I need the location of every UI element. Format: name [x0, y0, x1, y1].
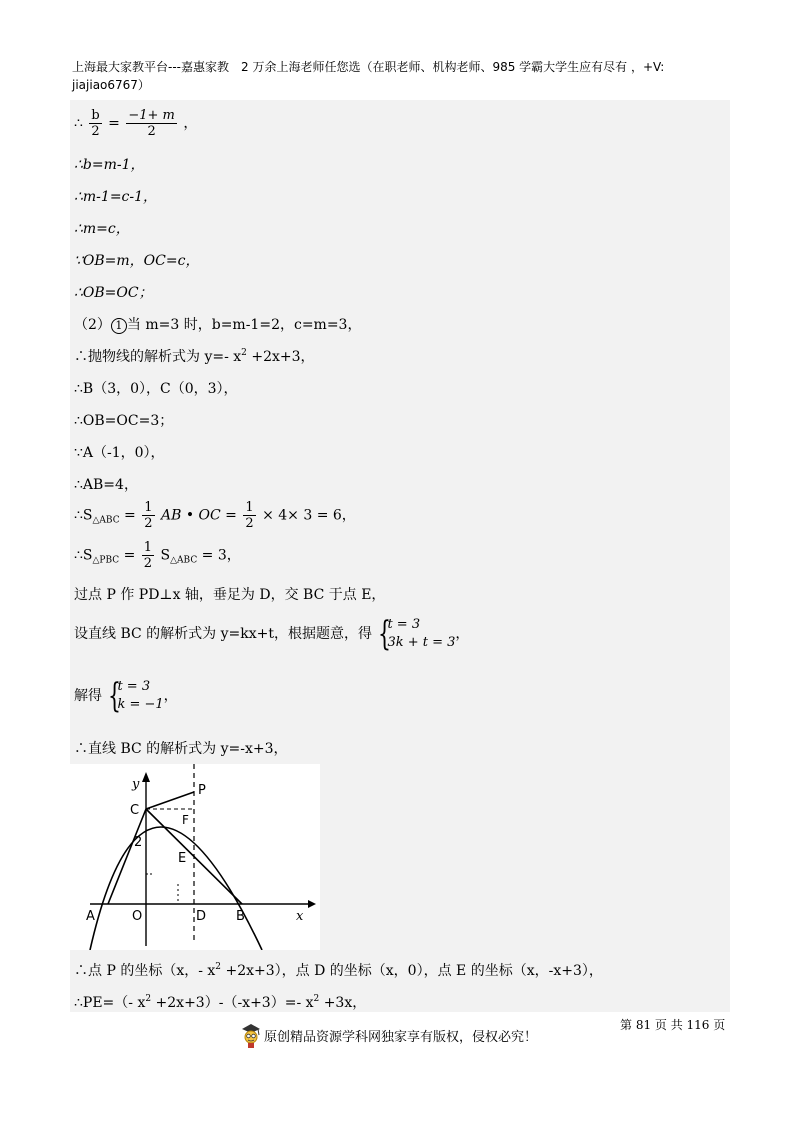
label-f: F [182, 813, 189, 827]
parabola-curve [90, 827, 262, 950]
label-p: P [198, 783, 206, 798]
solution-content [70, 100, 730, 1012]
fraction-b-over-2: $\frac{b}{2}$ [91, 108, 100, 139]
label-c: C [130, 803, 140, 818]
line-16-system: 设直线 BC 的解析式为 y=kx+t，根据题意，得 { t = 3 3k + t = 3 ， [74, 614, 470, 654]
line-20: ∴PE=（- $x^2 +2x+3)-(-x+3)=-$ $x^2 +3x$， [74, 994, 367, 1011]
header-line-1: 上海最大家教平台---嘉惠家教 2 万余上海老师任您选（在职老师、机构老师、985 学霸大学生应有尽有 ，+V: [72, 60, 665, 74]
line-11: ∵A（-1，0）， [74, 445, 165, 461]
page-header [72, 58, 732, 94]
label-e: E [178, 851, 187, 866]
fraction-m-minus-1-over-2: $\frac{-1+ m}{2}$ [128, 108, 175, 139]
line-6: ∴OB=OC； [74, 285, 153, 301]
line-5: ∵OB=m，OC=c， [74, 253, 200, 269]
label-d: D [196, 909, 207, 924]
line-2: ∴b=m-1， [74, 157, 145, 173]
x-axis-arrow [308, 900, 316, 908]
line-3: ∴m-1=c-1， [74, 189, 158, 205]
line-8: ∴抛物线的解析式为 y=- $x^2 +2x+3$， [74, 348, 315, 365]
circled-number: 1 [111, 318, 127, 334]
copyright-note: 原创精品资源学科网独家享有版权，侵权必究！ [240, 1020, 537, 1050]
line-ac [108, 809, 146, 904]
mascot-logo-icon [240, 1021, 262, 1049]
line-cp [146, 792, 194, 809]
line-14-area-pbc: $\therefore S_{\triangle PBC}$ = $\frac{1}{2}$ $S_{\triangle ABC} = 3$， [74, 540, 241, 571]
y-axis-arrow [142, 772, 150, 782]
line-1: ∴ $\frac{b}{2}$ = $\frac{-1+ m}{2}$ ， [74, 108, 198, 139]
therefore-symbol: ∴ [74, 115, 83, 132]
line-13-area-abc: $\therefore S_{\triangle ABC}$ = $\frac{1}{2}$ AB • OC = $\frac{1}{2}$ × 4× 3 = 6， [74, 500, 356, 531]
line-4: ∴m=c， [74, 221, 130, 237]
header-line-2: jiajiao6767） [72, 78, 150, 92]
label-o: O [132, 909, 143, 924]
page-number: 第 81 页 共 116 页 [620, 1018, 726, 1032]
equation-system-1: { t = 3 3k + t = 3 [378, 614, 456, 654]
equation-system-2: { t = 3 k = −1 [108, 676, 164, 716]
equals: = [108, 115, 120, 132]
label-x: x [296, 909, 304, 924]
line-12: ∴AB=4， [74, 477, 138, 493]
label-y: y [132, 777, 140, 792]
line-15: 过点 P 作 PD⊥x 轴，垂足为 D，交 BC 于点 E， [74, 587, 386, 603]
line-18: ∴直线 BC 的解析式为 y=-x+3， [74, 741, 288, 757]
line-9: ∴B（3，0），C（0，3）， [74, 381, 238, 397]
line-7: （2） 1 当 m=3 时，b=m-1=2，c=m=3， [74, 317, 362, 333]
label-b: B [236, 909, 245, 924]
label-2: 2 [134, 835, 143, 850]
line-17-solution: 解得 { t = 3 k = −1 ， [74, 676, 178, 716]
label-a: A [86, 909, 95, 924]
line-19: ∴点 P 的坐标（x，- $x^2 +2x+3$），点 D 的坐标（x，0），点 E 的坐标（x，-x+3）， [74, 962, 603, 979]
parabola-graph [70, 764, 320, 950]
line-10: ∴OB=OC=3； [74, 413, 174, 429]
